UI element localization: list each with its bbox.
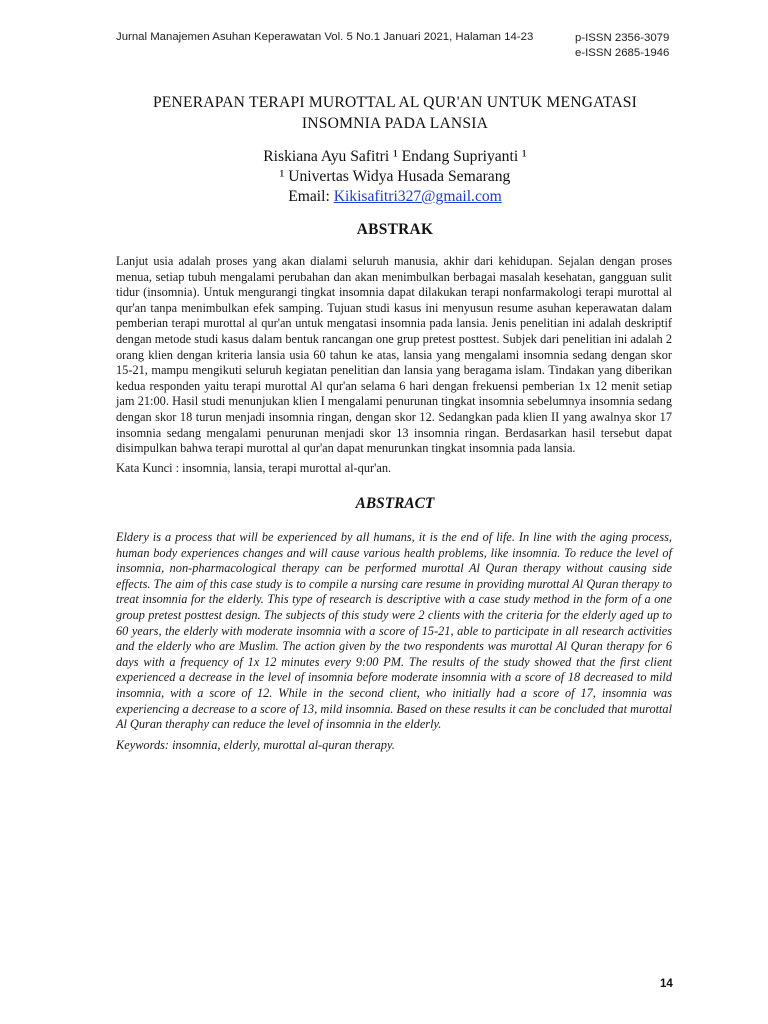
issn-block [575, 31, 669, 60]
author-affiliation: ¹ Univertas Widya Husada Semarang [279, 168, 511, 185]
paper-title [100, 92, 690, 134]
abstrak-heading: ABSTRAK [356, 221, 434, 238]
author-names: Riskiana Ayu Safitri ¹ Endang Supriyanti ¹ [263, 148, 527, 165]
author-email [100, 187, 690, 207]
e-issn: e-ISSN 2685-1946 [575, 46, 670, 59]
title-line-2: INSOMNIA PADA LANSIA [301, 115, 489, 132]
author-block [100, 147, 690, 207]
email-link[interactable]: Kikisafitri327@gmail.com [333, 188, 502, 205]
keywords: Keywords: insomnia, elderly, murottal al-quran therapy. [116, 738, 395, 752]
p-issn: p-ISSN 2356-3079 [575, 32, 670, 44]
abstract-heading: ABSTRACT [355, 495, 435, 512]
kata-kunci: Kata Kunci : insomnia, lansia, terapi murottal al-qur'an. [116, 461, 392, 475]
journal-header: Jurnal Manajemen Asuhan Keperawatan Vol. 5 No.1 Januari 2021, Halaman 14-23 [116, 31, 534, 43]
page-number: 14 [660, 978, 673, 990]
email-label: Email: [288, 188, 334, 205]
title-line-1: PENERAPAN TERAPI MUROTTAL AL QUR'AN UNTUK MENGATASI [152, 94, 638, 111]
abstract-body: Eldery is a process that will be experienced by all humans, it is the end of life. In line with the aging process, human body experiences changes and will cause various health problems, like insomnia. To reduce the level of insomnia, non-pharmacological therapy can be performed murottal Al Quran therapy without causing side effects. The aim of this case study is to compile a nursing care resume in providing murottal Al Quran therapy to treat insomnia for the elderly. This type of research is descriptive with a case study method in the form of a one group pretest posttest design. The subjects of this study were 2 clients with the criteria for the elderly aged up to 60 years, the elderly with moderate insomnia with a score of 15-21, able to participate in all research activities and the elderly who are Muslim. The action given by the two respondents was murottal Al Quran therapy for 6 days with a frequency of 1x 12 minutes every 9:00 PM. The results of the study showed that the first client experienced a decrease in the level of insomnia before moderate insomnia with a score of 18 decreased to mild insomnia, with a score of 12. While in the second client, who initially had a score of 17, insomnia was experiencing a decrease to a score of 13, mild insomnia. Based on these results it can be concluded that murottal Al Quran theraphy can reduce the level of insomnia in the elderly. [116, 530, 672, 732]
abstrak-body: Lanjut usia adalah proses yang akan dialami seluruh manusia, akhir dari kehidupan. Sejalan dengan proses menua, setiap tubuh mengalami perubahan dan akan menimbulkan berbagai masalah kesehatan, gangguan sulit tidur (insomnia). Untuk mengurangi tingkat insomnia dapat dilakukan terapi nonfarmakologi terapi murottal al qur'an tanpa menimbulkan efek samping. Tujuan studi kasus ini menyusun resume asuhan keperawatan dalam pemberian terapi murottal al qur'an untuk mengatasi insomnia pada lansia. Jenis penelitian ini adalah deskriptif dengan metode studi kasus dalam bentuk rancangan one grup pretest posttest. Subjek dari penelitian ini adalah 2 orang klien dengan kriteria lansia usia 60 tahun ke atas, lansia yang mengalami insomnia sedang dengan skor 15-21, mampu mengikuti seluruh kegiatan penelitian dan lansia yang beragama islam. Tindakan yang diberikan kedua responden yaitu terapi murottal Al qur'an selama 6 hari dengan frekuensi pemberian 1x 12 menit setiap jam 21:00. Hasil studi menunjukan klien I mengalami penurunan tingkat insomnia sebelumnya insomnia sedang dengan skor 18 turun menjadi insomnia ringan, dengan skor 12. Sedangkan pada klien II yang awalnya skor 17 insomnia sedang mengalami penurunan menjadi skor 13 insomnia ringan. Berdasarkan hasil tersebut dapat disimpulkan bahwa terapi murottal al qur'an dapat menurunkan tingkat insomnia pada lansia. [116, 254, 672, 456]
